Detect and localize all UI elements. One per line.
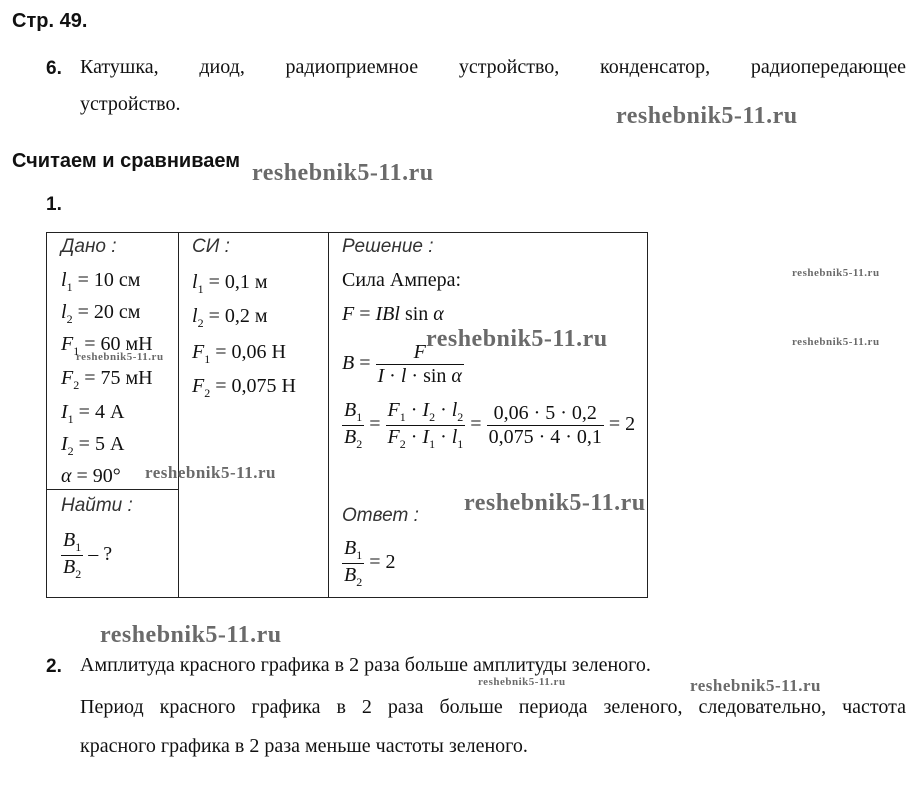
- ampere-formula: F = IBl sin α: [342, 303, 444, 325]
- ampere-force-label: Сила Ампера:: [342, 269, 462, 291]
- watermark: reshebnik5-11.ru: [426, 326, 608, 352]
- q2-line2: Период красного графика в 2 раза больше периода зеленого, следовательно, частота: [80, 696, 906, 718]
- watermark: reshebnik5-11.ru: [792, 267, 880, 279]
- watermark: reshebnik5-11.ru: [616, 103, 798, 129]
- given-l1: $l_1 = 10$ см: [61, 269, 141, 294]
- si-f1-value: = 0,06 Н: [215, 341, 286, 363]
- answer: $\frac{B_1}{B_2}$ = 2: [344, 537, 396, 589]
- row-divider: [47, 489, 178, 490]
- given-l2: $l_2 = 20$ см: [61, 301, 141, 326]
- find-question: – ?: [88, 543, 113, 566]
- si-f2-value: = 0,075 Н: [215, 375, 296, 397]
- answer-label: Ответ :: [342, 505, 419, 526]
- q1-number: 1.: [46, 194, 62, 215]
- b-formula: B = $\frac{F}{\text{I · l · sin α}}$: [342, 341, 462, 387]
- calc-denominator: 0,075 · 4 · 0,1: [488, 426, 602, 448]
- calc-result: = 2: [608, 413, 636, 436]
- given-i2: $I_2 = 5$ А: [61, 433, 125, 458]
- given-i2-value: = 5 А: [78, 433, 125, 455]
- find-label: Найти :: [61, 495, 133, 516]
- watermark: reshebnik5-11.ru: [76, 351, 164, 363]
- watermark: reshebnik5-11.ru: [252, 160, 434, 186]
- given-alpha: α = 90°: [61, 465, 121, 487]
- watermark: reshebnik5-11.ru: [145, 463, 276, 482]
- solution-label: Решение :: [342, 236, 434, 257]
- given-l2-value: = 20 см: [77, 301, 141, 323]
- page-header: Стр. 49.: [12, 10, 88, 32]
- find-ratio: $\frac{B_1}{B_2}$ – ?: [63, 529, 113, 581]
- si-f2: $F_2 = 0,075$ Н: [192, 375, 296, 400]
- answer-value: = 2: [369, 551, 396, 574]
- ratio-calculation: $\frac{B_1}{B_2}$ = $\frac{F_1 \cdot I_2 \cdot l_2}{F_2 \cdot I_1 \cdot l_1}$ = $\frac{0,06 \cdot 5 \cdot 0,2}{0,075 \cdot 4 \cdot 0,1}$ = 2: [344, 399, 636, 451]
- section-title: Считаем и сравниваем: [12, 150, 241, 172]
- given-f1-value: = 60 мН: [84, 333, 153, 355]
- q6-line1: Катушка, диод, радиоприемное устройство, конденсатор, радиопередающее: [80, 56, 906, 78]
- column-divider: [178, 233, 179, 597]
- q6-line2: устройство.: [80, 93, 181, 115]
- given-f1: $F_1 = 60$ мН: [61, 333, 153, 358]
- given-i1-value: = 4 А: [78, 401, 125, 423]
- given-alpha-value: = 90°: [76, 465, 121, 487]
- q2-number: 2.: [46, 656, 62, 677]
- watermark: reshebnik5-11.ru: [792, 336, 880, 348]
- solution-table: [46, 232, 648, 598]
- given-label: Дано :: [61, 236, 117, 257]
- given-f2: $F_2 = 75$ мН: [61, 367, 153, 392]
- column-divider: [328, 233, 329, 597]
- si-label: СИ :: [192, 236, 230, 257]
- watermark: reshebnik5-11.ru: [690, 676, 821, 695]
- si-f1: $F_1 = 0,06$ Н: [192, 341, 286, 366]
- watermark: reshebnik5-11.ru: [464, 490, 646, 516]
- si-l1-value: = 0,1 м: [208, 271, 268, 293]
- q2-line3: красного графика в 2 раза меньше частоты зеленого.: [80, 735, 528, 757]
- q2-line1: Амплитуда красного графика в 2 раза больше амплитуды зеленого.: [80, 654, 651, 676]
- q6-number: 6.: [46, 58, 62, 79]
- given-f2-value: = 75 мН: [84, 367, 153, 389]
- given-l1-value: = 10 см: [77, 269, 141, 291]
- si-l1: $l_1 = 0,1$ м: [192, 271, 268, 296]
- given-i1: $I_1 = 4$ А: [61, 401, 125, 426]
- calc-numerator: 0,06 · 5 · 0,2: [493, 402, 597, 424]
- si-l2: $l_2 = 0,2$ м: [192, 305, 268, 330]
- watermark: reshebnik5-11.ru: [100, 622, 282, 648]
- watermark: reshebnik5-11.ru: [478, 676, 566, 688]
- si-l2-value: = 0,2 м: [208, 305, 268, 327]
